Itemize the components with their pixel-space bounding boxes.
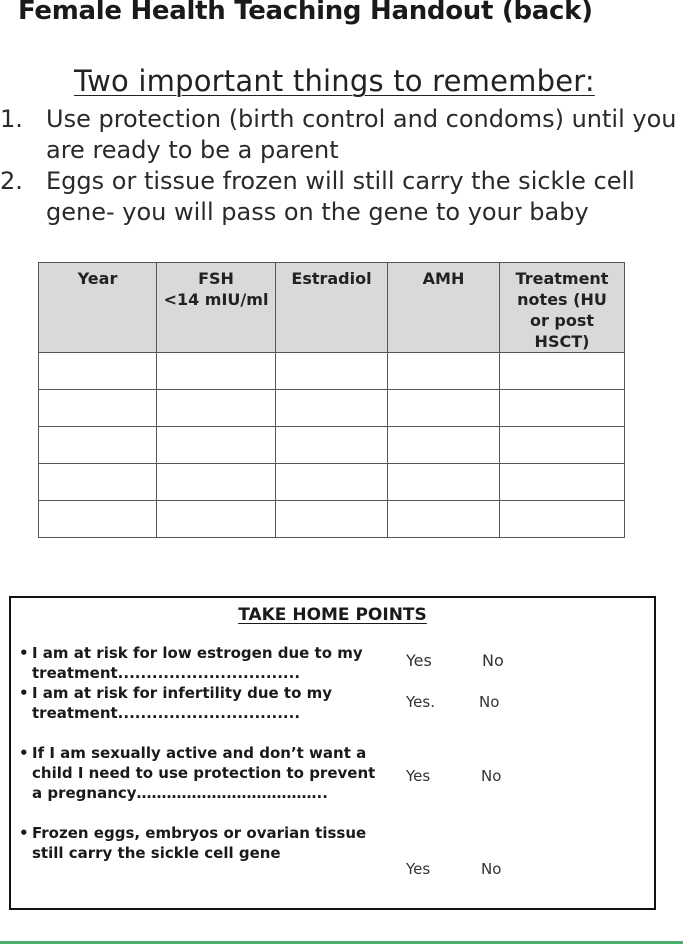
table-row xyxy=(39,353,625,390)
take-home-point xyxy=(19,683,389,723)
answer-yes[interactable]: Yes xyxy=(406,767,431,785)
take-home-title: TAKE HOME POINTS xyxy=(238,605,427,625)
table-cell[interactable] xyxy=(39,390,157,427)
table-header-row xyxy=(39,263,625,353)
reminder-item xyxy=(0,166,680,228)
table-cell[interactable] xyxy=(500,427,625,464)
table-cell[interactable] xyxy=(157,501,276,538)
take-home-points-box xyxy=(9,596,656,910)
table-cell[interactable] xyxy=(39,464,157,501)
table-cell[interactable] xyxy=(388,501,500,538)
answer-yes[interactable]: Yes xyxy=(406,651,432,670)
table-row xyxy=(39,427,625,464)
bullet-icon: • xyxy=(19,744,29,762)
answer-no[interactable]: No xyxy=(482,651,504,670)
table-cell[interactable] xyxy=(39,427,157,464)
table-cell[interactable] xyxy=(276,464,388,501)
take-home-point xyxy=(19,743,389,803)
point-text: If I am sexually active and don’t want a child I need to use protection to prevent a pregnancy……………………………….. xyxy=(32,744,376,802)
bullet-icon: • xyxy=(19,824,29,842)
table-cell[interactable] xyxy=(388,427,500,464)
table-cell[interactable] xyxy=(157,464,276,501)
take-home-point xyxy=(19,823,389,863)
table-cell[interactable] xyxy=(157,390,276,427)
table-row xyxy=(39,390,625,427)
column-header-amh: AMH xyxy=(388,263,500,353)
table-row xyxy=(39,464,625,501)
table-cell[interactable] xyxy=(39,501,157,538)
table-cell[interactable] xyxy=(276,427,388,464)
table-cell[interactable] xyxy=(276,501,388,538)
column-header-estradiol: Estradiol xyxy=(276,263,388,353)
table-cell[interactable] xyxy=(500,353,625,390)
column-header-fsh: FSH <14 mIU/ml xyxy=(157,263,276,353)
point-text: I am at risk for low estrogen due to my treatment................................ xyxy=(32,644,363,682)
reminders-heading: Two important things to remember: xyxy=(74,64,595,98)
table-cell[interactable] xyxy=(388,390,500,427)
reminder-number: 1. xyxy=(0,105,23,133)
table-cell[interactable] xyxy=(388,464,500,501)
table-cell[interactable] xyxy=(500,464,625,501)
table-cell[interactable] xyxy=(276,390,388,427)
reminder-text: Eggs or tissue frozen will still carry the sickle cell gene- you will pass on the gene to your baby xyxy=(46,167,635,226)
bullet-icon: • xyxy=(19,644,29,662)
lab-results-table xyxy=(38,262,625,538)
page-title: Female Health Teaching Handout (back) xyxy=(18,0,593,26)
table-cell[interactable] xyxy=(39,353,157,390)
point-text: Frozen eggs, embryos or ovarian tissue still carry the sickle cell gene xyxy=(32,824,367,862)
table-cell[interactable] xyxy=(276,353,388,390)
answer-yes[interactable]: Yes. xyxy=(406,693,435,711)
answer-yes[interactable]: Yes xyxy=(406,860,431,878)
reminder-number: 2. xyxy=(0,167,23,195)
bullet-icon: • xyxy=(19,684,29,702)
table-cell[interactable] xyxy=(157,427,276,464)
column-header-treatment-notes: Treatment notes (HU or post HSCT) xyxy=(500,263,625,353)
reminders-list xyxy=(0,104,680,228)
reminder-text: Use protection (birth control and condoms) until you are ready to be a parent xyxy=(46,105,677,164)
table-cell[interactable] xyxy=(157,353,276,390)
table-cell[interactable] xyxy=(500,390,625,427)
footer-divider xyxy=(0,941,683,944)
table-row xyxy=(39,501,625,538)
table-cell[interactable] xyxy=(500,501,625,538)
answer-no[interactable]: No xyxy=(479,693,500,711)
reminder-item xyxy=(0,104,680,166)
answer-no[interactable]: No xyxy=(481,860,502,878)
column-header-year: Year xyxy=(39,263,157,353)
table-cell[interactable] xyxy=(388,353,500,390)
answer-no[interactable]: No xyxy=(481,767,502,785)
point-text: I am at risk for infertility due to my treatment................................ xyxy=(32,684,333,722)
take-home-point xyxy=(19,643,389,683)
